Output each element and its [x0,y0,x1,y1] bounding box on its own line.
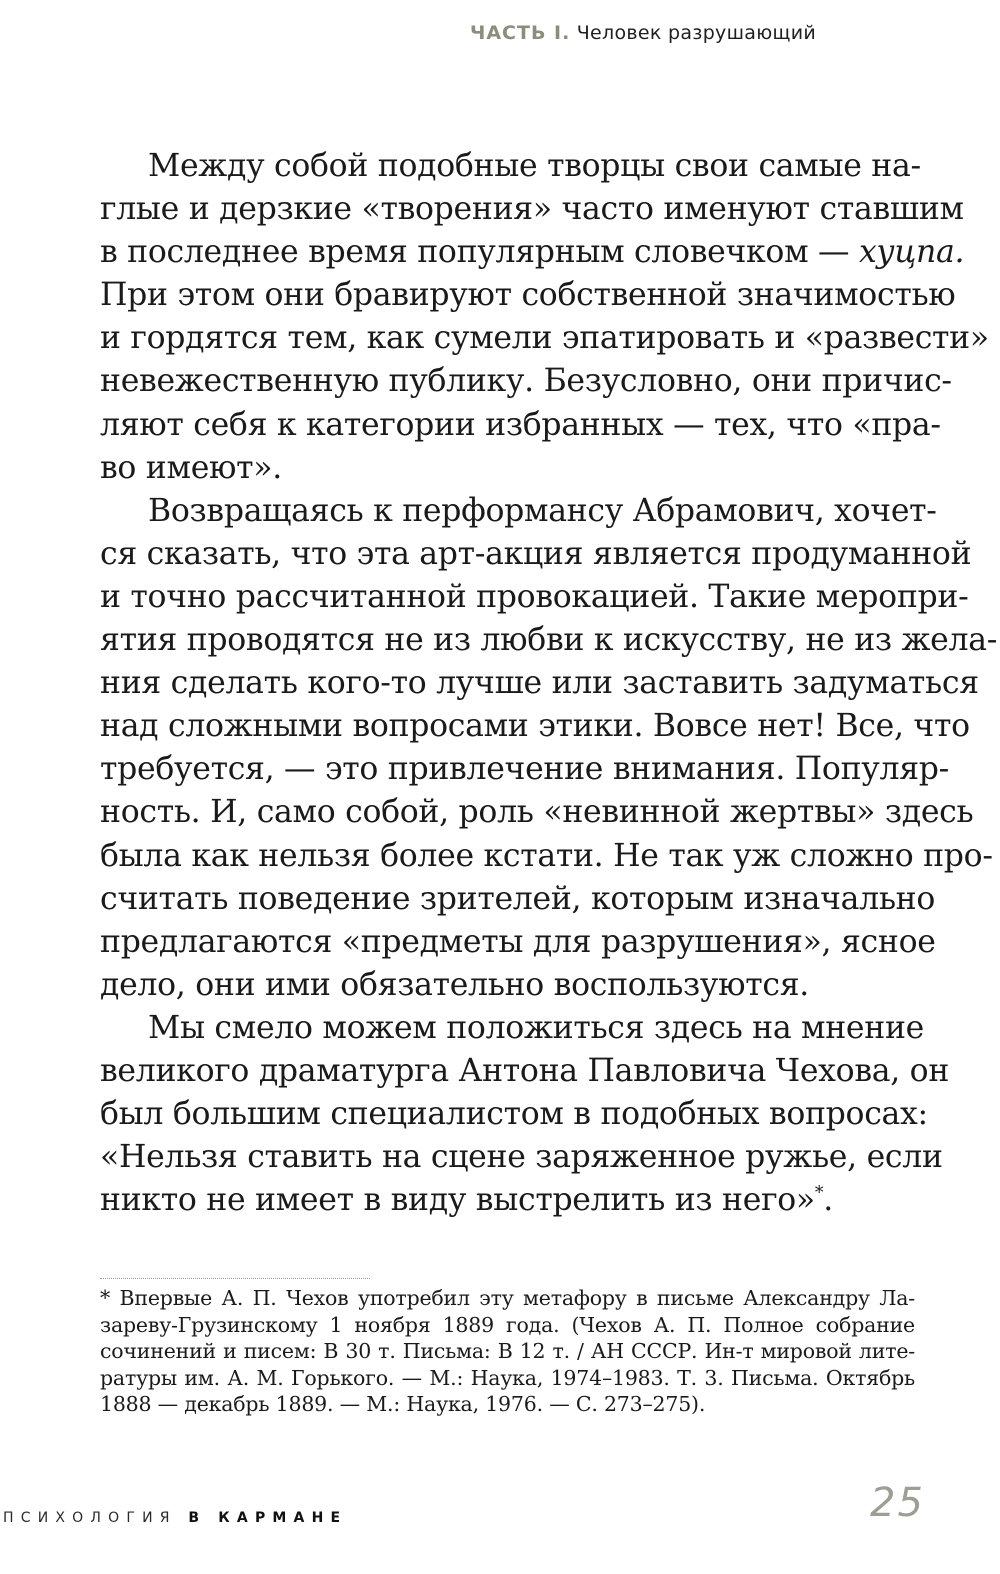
text-line: ся сказать, что эта арт-акция является продуманной [100,535,972,572]
text-line: ляют себя к категории избранных — тех, что «пра- [100,406,941,443]
text-line: невежественную публику. Безусловно, они причис- [100,363,952,400]
part-label: ЧАСТЬ I. [470,22,571,44]
text-line: никто не имеет в виду выстрелить из него»*. [100,1182,833,1219]
footnote [100,1285,915,1418]
page-number: 25 [870,1480,925,1526]
text-line: Мы смело можем положиться здесь на мнение [148,1009,925,1046]
text-line: великого драматурга Антона Павловича Чехова, он [100,1052,950,1089]
text-line: При этом они бравируют собственной значимостью [100,277,956,314]
footnote-line: 1888 — декабрь 1889. — М.: Наука, 1976. — С. 273–275). [100,1392,706,1416]
text-line: ния сделать кого-то лучше или заставить задуматься [100,665,979,702]
text-line: Возвращаясь к перформансу Абрамович, хочет- [148,492,937,529]
main-text [100,145,998,1222]
footnote-marker: * [814,1183,824,1204]
text-line: был большим специалистом в подобных вопросах: [100,1096,928,1133]
text-line: была как нельзя более кстати. Не так уж сложно про- [100,837,993,874]
footnote-line: сочинений и писем: В 30 т. Письма: В 12 т. / АН СССР. Ин-т мировой лите- [100,1339,915,1363]
text-line: и точно рассчитанной провокацией. Такие меропри- [100,578,969,615]
text-line: и гордятся тем, как сумели эпатировать и «развести» [100,320,989,357]
part-title: Человек разрушающий [576,22,817,44]
text-line: ятия проводятся не из любви к искусству, не из жела- [100,622,998,659]
text-line: требуется, — это привлечение внимания. Популяр- [100,751,949,788]
text-segment: в последнее время популярным словечком — [100,234,850,271]
text-line: считать поведение зрителей, которым изначально [100,880,936,917]
series-bold: В КАРМАНЕ [188,1510,348,1526]
footnote-line: зареву-Грузинскому 1 ноября 1889 года. (Чехов А. П. Полное собрание [100,1312,915,1337]
text-line: ность. И, само собой, роль «невинной жертвы» здесь [100,794,974,831]
running-head [470,22,816,44]
series-light: ПСИХОЛОГИЯ [3,1510,177,1526]
text-line [100,231,965,274]
text-line: дело, они ими обязательно воспользуются. [100,966,810,1003]
text-line: во имеют». [100,449,282,486]
text-line: «Нельзя ставить на сцене заряженное ружье, если [100,1139,943,1176]
footnote-line: ратуры им. А. М. Горького. — М.: Наука, 1974–1983. Т. 3. Письма. Октябрь [100,1365,915,1390]
text-line: предлагаются «предметы для разрушения», ясное [100,923,936,960]
footnote-line: * Впервые А. П. Чехов употребил эту метафору в письме Александру Ла- [100,1286,915,1310]
text-line: над сложными вопросами этики. Вовсе нет! Все, что [100,708,970,745]
text-line: глые и дерзкие «творения» часто именуют ставшим [100,191,964,228]
text-segment: никто не имеет в виду выстрелить из него» [100,1182,815,1219]
series-title [3,1510,347,1526]
footnote-rule [100,1278,370,1279]
italic-word: хуцпа. [858,234,965,271]
text-line: Между собой подобные творцы свои самые на- [148,148,921,184]
